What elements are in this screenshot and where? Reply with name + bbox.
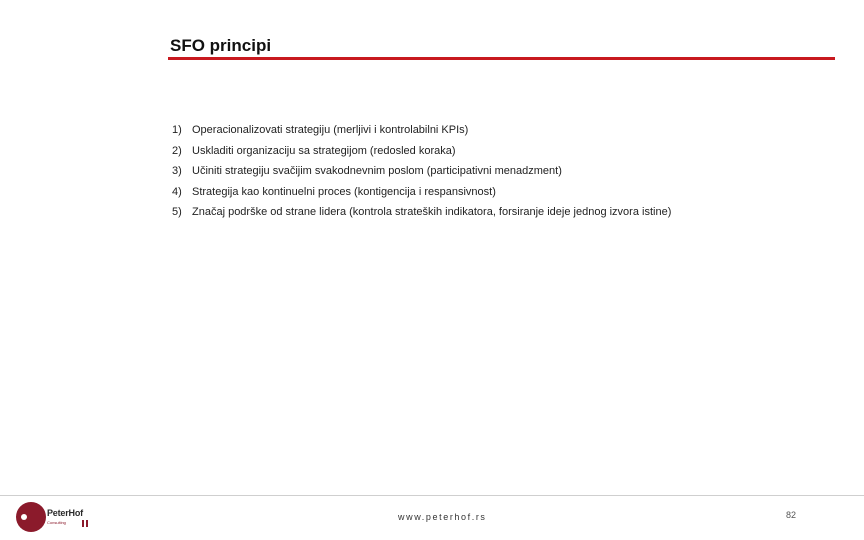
- item-text: Učiniti strategiju svačijim svakodnevnim poslom (participativni menadzment): [192, 165, 562, 177]
- principles-list: [172, 122, 671, 225]
- title-underline: [168, 57, 835, 60]
- item-number: 2): [172, 144, 182, 157]
- footer-url: www.peterhof.rs: [398, 512, 487, 522]
- item-number: 4): [172, 185, 182, 198]
- item-text: Strategija kao kontinuelni proces (kontigencija i respansivnost): [192, 185, 496, 198]
- list-item: [172, 163, 671, 184]
- logo-brand-text: PeterHof: [47, 508, 83, 518]
- item-text: Uskladiti organizaciju sa strategijom (redosled koraka): [192, 144, 456, 157]
- item-number: 5): [172, 206, 182, 218]
- list-item: [172, 184, 671, 205]
- logo-bar-icon: [82, 520, 84, 527]
- page-title: SFO principi: [170, 36, 272, 55]
- item-number: 1): [172, 124, 182, 136]
- list-item: [172, 122, 671, 143]
- footer-divider: [0, 495, 864, 496]
- item-text: Značaj podrške od strane lidera (kontrola strateških indikatora, forsiranje ideje jednog izvora istine): [192, 206, 672, 218]
- peterhof-logo: [16, 501, 96, 533]
- logo-dot-icon: [21, 514, 27, 520]
- item-text: Operacionalizovati strategiju (merljivi i kontrolabilni KPIs): [192, 124, 469, 136]
- logo-tagline: Consulting: [47, 520, 66, 525]
- list-item: [172, 143, 671, 164]
- item-number: 3): [172, 165, 182, 177]
- list-item: [172, 204, 671, 225]
- page-number: 82: [786, 510, 797, 520]
- logo-bar-icon: [86, 520, 88, 527]
